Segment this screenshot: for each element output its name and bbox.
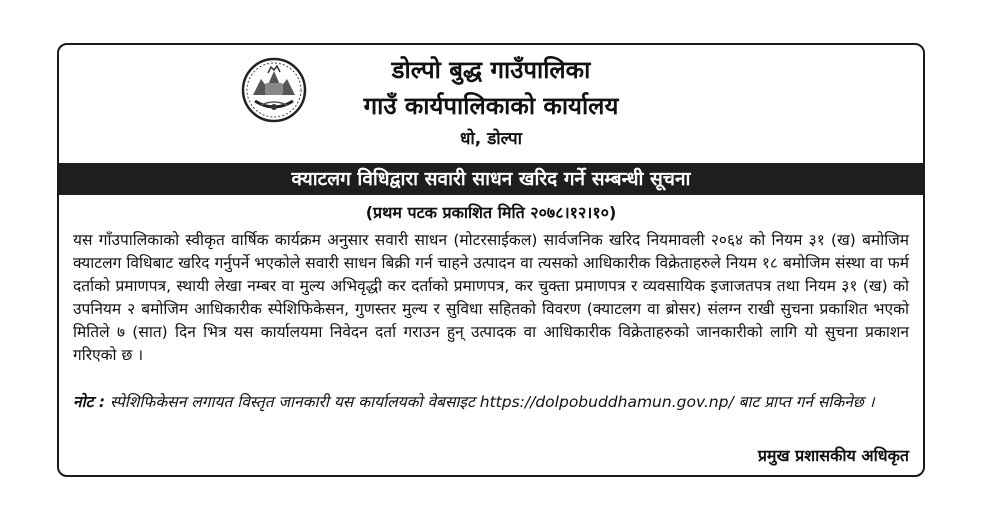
signatory: प्रमुख प्रशासकीय अधिकृत [757,446,909,465]
notice-title: क्याटलग विधिद्वारा सवारी साधन खरिद गर्ने सम्बन्धी सूचना [59,163,923,195]
publication-date: (प्रथम पटक प्रकाशित मिति २०७८।१२।१०) [365,203,617,222]
note [73,391,909,414]
org-name: डोल्पो बुद्ध गाउँपालिका [391,56,591,84]
office-name: गाउँ कार्यपालिकाको कार्यालय [363,92,619,120]
note-label: नोट : [73,393,106,411]
notice-frame [57,43,925,477]
note-text: स्पेशिफिकेसन लगायत विस्तृत जानकारी यस कार्यालयको वेबसाइट https://dolpobuddhamun.gov.np/ बाट प्राप्त गर्न सकिनेछ । [109,393,875,411]
location: धो, डोल्पा [459,129,523,149]
notice-body: यस गाँउपालिकाको स्वीकृत वार्षिक कार्यक्रम अनुसार सवारी साधन (मोटरसाईकल) सार्वजनिक खरिद नियमावली २०६४ को नियम ३१ (ख) बमोजिम क्याटलग विधिबाट खरिद गर्नुपर्ने भएकोले सवारी साधन बिक्री गर्न चाहने उत्पादन वा त्यसको आधिकारीक विक्रेताहरुले नियम १८ बमोजिम संस्था वा फर्म दर्ताको प्रमाणपत्र, स्थायी लेखा नम्बर वा मुल्य अभिवृद्धी कर दर्ताको प्रमाणपत्र, कर चुक्ता प्रमाणपत्र र व्यवसायिक इजाजतपत्र तथा नियम ३१ (ख) को उपनियम २ बमोजिम आधिकारीक स्पेशिफिकेसन, गुणस्तर मुल्य र सुविधा सहितको विवरण (क्याटलग वा ब्रोसर) संलग्न राखी सुचना प्रकाशित भएको मितिले ७ (सात) दिन भित्र यस कार्यालयमा निवेदन दर्ता गराउन हुन् उत्पादक वा आधिकारीक विक्रेताहरुको जानकारीको लागि यो सुचना प्रकाशन गरिएको छ । [73,231,909,364]
